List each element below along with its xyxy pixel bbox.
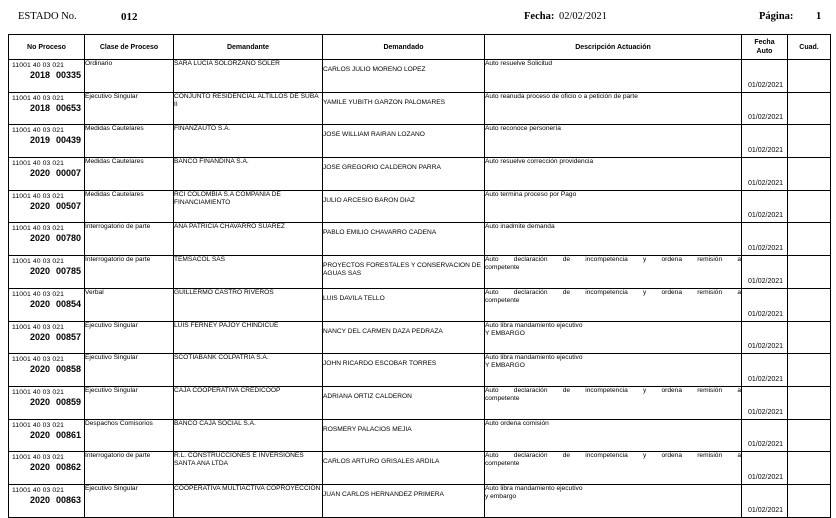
- descripcion-text: Auto reanuda proceso de oficio o a petición de parte: [485, 92, 638, 100]
- clase-cell: Medidas Cautelares: [85, 190, 174, 223]
- demandado-cell: YAMILE YUBITH GARZON PALOMARES: [323, 92, 485, 125]
- proceso-numero: 00439: [56, 135, 82, 146]
- proceso-anio: 2020: [30, 429, 51, 440]
- cuad-cell: [788, 158, 831, 191]
- fecha-auto-cell: [742, 60, 788, 93]
- descripcion-text: Auto reconoce personería: [485, 125, 561, 133]
- no-proceso-cell: [9, 125, 85, 158]
- demandante-cell: R.L. CONSTRUCCIONES E INVERSIONES SANTA ANA LTDA: [174, 452, 323, 485]
- descripcion-text-2: competente: [485, 296, 520, 304]
- descripcion-cell: [485, 288, 742, 321]
- demandado-cell: LUIS DAVILA TELLO: [323, 288, 485, 321]
- no-proceso-cell: [9, 386, 85, 419]
- demandado-cell: ADRIANA ORTIZ CALDERON: [323, 386, 485, 419]
- proceso-anio: 2018: [30, 102, 51, 113]
- fecha-auto-value: 01/02/2021: [748, 81, 784, 89]
- descripcion-text: Auto declaración de incompetencia y ordena remisión a: [485, 288, 741, 296]
- descripcion-text: Auto declaración de incompetencia y ordena remisión a: [485, 386, 741, 394]
- proceso-anio: 2020: [30, 168, 51, 179]
- proceso-anio: 2020: [30, 331, 51, 342]
- proceso-numero: 00007: [56, 168, 82, 179]
- cuad-cell: [788, 386, 831, 419]
- descripcion-cell: [485, 386, 742, 419]
- fecha-auto-value: 01/02/2021: [748, 343, 784, 351]
- proceso-codigo: 11001 40 03 021: [12, 127, 65, 135]
- descripcion-text: Auto inadmite demanda: [485, 223, 555, 231]
- proceso-anio: 2020: [30, 494, 51, 505]
- descripcion-cell: [485, 452, 742, 485]
- proceso-anio: 2020: [30, 396, 51, 407]
- clase-cell: Interrogatorio de parte: [85, 256, 174, 289]
- demandado-cell: JOSE GREGORIO CALDERON PARRA: [323, 158, 485, 191]
- no-proceso-cell: [9, 452, 85, 485]
- clase-cell: Despachos Comisorios: [85, 419, 174, 452]
- demandante-cell: ANA PATRICIA CHAVARRO SUAREZ: [174, 223, 323, 256]
- cuad-cell: [788, 190, 831, 223]
- proceso-numero: 00857: [56, 331, 82, 342]
- cuad-cell: [788, 223, 831, 256]
- fecha-auto-cell: [742, 92, 788, 125]
- fecha-label: Fecha:: [524, 11, 555, 22]
- fecha-auto-cell: [742, 190, 788, 223]
- descripcion-cell: [485, 158, 742, 191]
- clase-cell: Interrogatorio de parte: [85, 223, 174, 256]
- descripcion-text: Auto declaración de incompetencia y ordena remisión a: [485, 256, 741, 264]
- demandante-cell: BANCO FINANDINA S.A.: [174, 158, 323, 191]
- clase-cell: Interrogatorio de parte: [85, 452, 174, 485]
- descripcion-text: Auto libra mandamiento ejecutivo: [485, 354, 583, 362]
- descripcion-cell: [485, 419, 742, 452]
- pagina-value: 1: [816, 11, 822, 22]
- fecha-auto-cell: [742, 125, 788, 158]
- fecha-auto-cell: [742, 354, 788, 387]
- table-row: [9, 419, 831, 452]
- no-proceso-cell: [9, 190, 85, 223]
- demandado-cell: CARLOS JULIO MORENO LOPEZ: [323, 60, 485, 93]
- cuad-cell: [788, 125, 831, 158]
- col-descripcion: Descripción Actuación: [485, 35, 742, 60]
- fecha-auto-cell: [742, 321, 788, 354]
- descripcion-cell: [485, 190, 742, 223]
- clase-cell: Ejecutivo Singular: [85, 92, 174, 125]
- proceso-codigo: 11001 40 03 021: [12, 192, 65, 200]
- descripcion-cell: [485, 484, 742, 517]
- no-proceso-cell: [9, 60, 85, 93]
- fecha-auto-value: 01/02/2021: [748, 506, 784, 514]
- proceso-anio: 2020: [30, 200, 51, 211]
- descripcion-cell: [485, 125, 742, 158]
- fecha-value: 02/02/2021: [559, 11, 607, 22]
- demandante-cell: RCI COLOMBIA S.A COMPAÑIA DE FINANCIAMIENTO: [174, 190, 323, 223]
- proceso-codigo: 11001 40 03 021: [12, 323, 65, 331]
- clase-cell: Ejecutivo Singular: [85, 484, 174, 517]
- fecha-auto-value: 01/02/2021: [748, 310, 784, 318]
- fecha-auto-value: 01/02/2021: [748, 441, 784, 449]
- no-proceso-cell: [9, 419, 85, 452]
- demandado-cell: JOHN RICARDO ESCOBAR TORRES: [323, 354, 485, 387]
- proceso-numero: 00862: [56, 462, 82, 473]
- demandante-cell: CONJUNTO RESIDENCIAL ALTILLOS DE SUBA II: [174, 92, 323, 125]
- proceso-anio: 2020: [30, 298, 51, 309]
- descripcion-text-2: competente: [485, 264, 520, 272]
- no-proceso-cell: [9, 321, 85, 354]
- proceso-numero: 00780: [56, 233, 82, 244]
- proceso-anio: 2018: [30, 70, 51, 80]
- clase-cell: Ordinario: [85, 60, 174, 93]
- cuad-cell: [788, 92, 831, 125]
- fecha-auto-value: 01/02/2021: [748, 473, 784, 481]
- proceso-codigo: 11001 40 03 021: [12, 290, 65, 298]
- fecha-auto-value: 01/02/2021: [748, 147, 784, 155]
- descripcion-text: Auto termina proceso por Pago: [485, 190, 577, 198]
- proceso-codigo: 11001 40 03 021: [12, 225, 65, 233]
- descripcion-text-2: Y EMBARGO: [485, 329, 525, 337]
- demandante-cell: CAJA COOPERATIVA CREDICOOP: [174, 386, 323, 419]
- fecha-auto-value: 01/02/2021: [748, 212, 784, 220]
- estado-table: [8, 34, 831, 518]
- descripcion-text: Auto ordena comisión: [485, 419, 549, 427]
- proceso-anio: 2020: [30, 462, 51, 473]
- pagina-label: Página:: [759, 11, 794, 22]
- proceso-anio: 2020: [30, 364, 51, 375]
- fecha-auto-cell: [742, 452, 788, 485]
- cuad-cell: [788, 60, 831, 93]
- clase-cell: Medidas Cautelares: [85, 125, 174, 158]
- fecha-auto-cell: [742, 386, 788, 419]
- col-no-proceso: No Proceso: [9, 35, 85, 60]
- demandado-cell: JOSE WILLIAM RAIRAN LOZANO: [323, 125, 485, 158]
- proceso-codigo: 11001 40 03 021: [12, 356, 65, 364]
- descripcion-cell: [485, 256, 742, 289]
- descripcion-text: Auto declaración de incompetencia y ordena remisión a: [485, 452, 741, 460]
- no-proceso-cell: [9, 256, 85, 289]
- proceso-anio: 2019: [30, 135, 51, 146]
- table-row: [9, 288, 831, 321]
- fecha-auto-value: 01/02/2021: [748, 114, 784, 122]
- table-row: [9, 321, 831, 354]
- estado-number: 012: [121, 11, 138, 23]
- proceso-numero: 00854: [56, 298, 82, 309]
- proceso-codigo: 11001 40 03 021: [12, 486, 65, 494]
- proceso-codigo: 11001 40 03 021: [12, 421, 65, 429]
- table-row: [9, 386, 831, 419]
- table-header-row: [9, 35, 831, 60]
- clase-cell: Ejecutivo Singular: [85, 386, 174, 419]
- descripcion-cell: [485, 354, 742, 387]
- proceso-numero: 00858: [56, 364, 82, 375]
- proceso-numero: 00863: [56, 494, 82, 505]
- demandado-cell: ROSMERY PALACIOS MEJIA: [323, 419, 485, 452]
- fecha-auto-value: 01/02/2021: [748, 408, 784, 416]
- col-fecha-auto: Fecha Auto: [742, 35, 788, 60]
- proceso-codigo: 11001 40 03 021: [12, 388, 65, 396]
- descripcion-text: Auto libra mandamiento ejecutivo: [485, 321, 583, 329]
- proceso-codigo: 11001 40 03 021: [12, 160, 65, 168]
- cuad-cell: [788, 288, 831, 321]
- table-row: [9, 223, 831, 256]
- descripcion-text-2: competente: [485, 394, 520, 402]
- fecha-auto-value: 01/02/2021: [748, 245, 784, 253]
- descripcion-cell: [485, 321, 742, 354]
- col-demandante: Demandante: [174, 35, 323, 60]
- no-proceso-cell: [9, 288, 85, 321]
- table-row: [9, 452, 831, 485]
- table-row: [9, 190, 831, 223]
- proceso-numero: 00785: [56, 266, 82, 277]
- table-row: [9, 256, 831, 289]
- demandante-cell: COOPERATIVA MULTIACTIVA COPROYECCION: [174, 484, 323, 517]
- demandante-cell: BANCO CAJA SOCIAL S.A.: [174, 419, 323, 452]
- fecha-auto-cell: [742, 158, 788, 191]
- demandante-cell: SARA LUCIA SOLORZANO SOLER: [174, 60, 323, 93]
- cuad-cell: [788, 321, 831, 354]
- col-demandado: Demandado: [323, 35, 485, 60]
- cuad-cell: [788, 256, 831, 289]
- demandante-cell: GUILLERMO CASTRO RIVEROS: [174, 288, 323, 321]
- demandante-cell: LUIS FERNEY PAJOY CHINDICUE: [174, 321, 323, 354]
- no-proceso-cell: [9, 158, 85, 191]
- table-row: [9, 60, 831, 93]
- demandado-cell: JULIO ARCESIO BARON DIAZ: [323, 190, 485, 223]
- proceso-codigo: 11001 40 03 021: [12, 258, 65, 266]
- proceso-codigo: 11001 40 03 021: [12, 94, 65, 102]
- descripcion-cell: [485, 223, 742, 256]
- clase-cell: Medidas Cautelares: [85, 158, 174, 191]
- table-row: [9, 158, 831, 191]
- proceso-numero: 00861: [56, 429, 82, 440]
- fecha-auto-cell: [742, 288, 788, 321]
- col-cuad: Cuad.: [788, 35, 831, 60]
- proceso-numero: 00335: [56, 70, 82, 80]
- table-row: [9, 354, 831, 387]
- clase-cell: Ejecutivo Singular: [85, 321, 174, 354]
- clase-cell: Verbal: [85, 288, 174, 321]
- clase-cell: Ejecutivo Singular: [85, 354, 174, 387]
- proceso-numero: 00507: [56, 200, 82, 211]
- no-proceso-cell: [9, 223, 85, 256]
- demandado-cell: NANCY DEL CARMEN DAZA PEDRAZA: [323, 321, 485, 354]
- descripcion-text: Auto libra mandamiento ejecutivo: [485, 484, 583, 492]
- proceso-codigo: 11001 40 03 021: [12, 454, 65, 462]
- fecha-auto-value: 01/02/2021: [748, 277, 784, 285]
- fecha-auto-cell: [742, 419, 788, 452]
- cuad-cell: [788, 484, 831, 517]
- demandado-cell: JUAN CARLOS HERNANDEZ PRIMERA: [323, 484, 485, 517]
- table-row: [9, 484, 831, 517]
- table-row: [9, 92, 831, 125]
- demandado-cell: PABLO EMILIO CHAVARRO CADENA: [323, 223, 485, 256]
- demandado-cell: PROYECTOS FORESTALES Y CONSERVACION DE AGUAS SAS: [323, 256, 485, 289]
- no-proceso-cell: [9, 484, 85, 517]
- demandado-cell: CARLOS ARTURO GRISALES ARDILA: [323, 452, 485, 485]
- proceso-numero: 00653: [56, 102, 82, 113]
- descripcion-cell: [485, 60, 742, 93]
- descripcion-text: Auto resuelve corrección providencia: [485, 158, 594, 166]
- fecha-auto-value: 01/02/2021: [748, 375, 784, 383]
- estado-label: ESTADO No.: [18, 11, 77, 22]
- proceso-anio: 2020: [30, 266, 51, 277]
- descripcion-text: Auto resuelve Solicitud: [485, 60, 553, 67]
- cuad-cell: [788, 419, 831, 452]
- demandante-cell: FINANZAUTO S.A.: [174, 125, 323, 158]
- demandante-cell: SCOTIABANK COLPATRIA S.A.: [174, 354, 323, 387]
- document-header: [0, 0, 836, 34]
- descripcion-text-2: Y EMBARGO: [485, 362, 525, 370]
- fecha-auto-value: 01/02/2021: [748, 179, 784, 187]
- fecha-auto-cell: [742, 256, 788, 289]
- fecha-auto-cell: [742, 223, 788, 256]
- no-proceso-cell: [9, 354, 85, 387]
- descripcion-text-2: y embargo: [485, 492, 517, 500]
- no-proceso-cell: [9, 92, 85, 125]
- table-row: [9, 125, 831, 158]
- demandante-cell: TEMSACOL SAS: [174, 256, 323, 289]
- proceso-codigo: 11001 40 03 021: [12, 62, 65, 69]
- cuad-cell: [788, 452, 831, 485]
- col-clase-proceso: Clase de Proceso: [85, 35, 174, 60]
- cuad-cell: [788, 354, 831, 387]
- fecha-auto-cell: [742, 484, 788, 517]
- descripcion-cell: [485, 92, 742, 125]
- proceso-numero: 00859: [56, 396, 82, 407]
- proceso-anio: 2020: [30, 233, 51, 244]
- descripcion-text-2: competente: [485, 460, 520, 468]
